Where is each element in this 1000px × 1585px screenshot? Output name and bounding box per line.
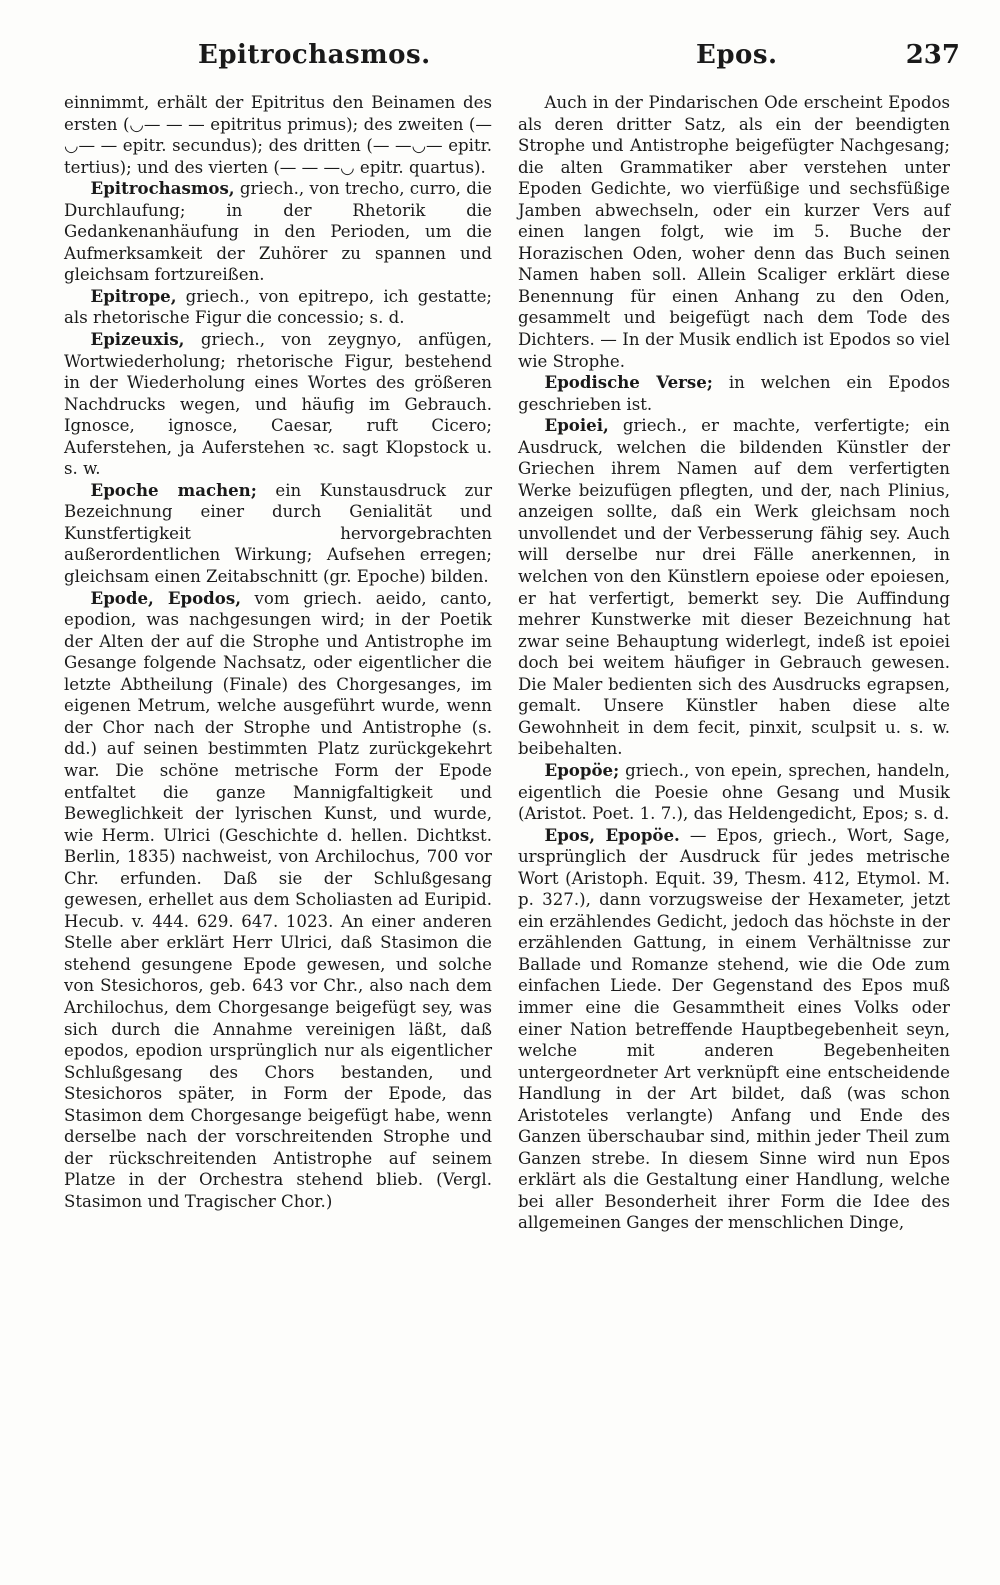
entry-epitrochasmos	[64, 178, 492, 286]
entry-text: — Epos, griech., Wort, Sage, ursprünglich der Ausdruck für jedes metrische Wort (Aristoph. Equit. 39, Thesm. 412, Etymol. M. p. 327.), dann vorzugsweise der Hexameter, jetzt ein erzählendes Gedicht, jedoch das höchste in der erzählenden Gattung, in einem Verhältnisse zur Ballade und Romanze stehend, wie die Ode zum einfachen Liede. Der Gegenstand des Epos muß immer eine die Gesammtheit eines Volks oder einer Nation betreffende Hauptbegebenheit seyn, welche mit anderen Begebenheiten untergeordneter Art verknüpft eine entscheidende Handlung in der Art bildet, daß (was schon Aristoteles verlangte) Anfang und Ende des Ganzen überschaubar sind, mithin jeder Theil zum Ganzen strebe. In diesem Sinne wird nun Epos erklärt als die Gestaltung einer Handlung, welche bei aller Besonderheit ihrer Form die Idee des allgemeinen Ganges der menschlichen Dinge,	[518, 825, 950, 1233]
entry-headword: Epode, Epodos,	[90, 587, 241, 608]
entry-headword: Epodische Verse;	[544, 372, 713, 393]
entry-epodische-verse	[518, 372, 950, 415]
entry-headword: Epoiei,	[544, 415, 609, 436]
entry-text: griech., von trecho, curro, die Durchlaufung; in der Rhetorik die Gedankenanhäufung in den Perioden, um die Aufmerksamkeit der Zuhörer zu spannen und gleichsam fortzureißen.	[64, 179, 492, 285]
entry-epos	[518, 825, 950, 1234]
entry-headword: Epitrope,	[90, 285, 177, 306]
header-left-title: Epitrochasmos.	[198, 40, 431, 70]
running-header	[60, 40, 960, 80]
entry-epitrope	[64, 286, 492, 329]
entry-epoiei	[518, 415, 950, 760]
entry-text: griech., er machte, verfertigte; ein Ausdruck, welchen die bildenden Künstler der Griechen ihrem Namen auf dem verfertigten Werke beizufügen pflegten, und der, nach Plinius, anzeigen sollte, daß ein Werk gleichsam noch unvollendet und der Verbesserung fähig sey. Auch will derselbe nur drei Fälle anerkennen, in welchen von den Künstlern epoiese oder epoiesen, er hat verfertigt, bemerkt sey. Die Auffindung mehrer Kunstwerke mit dieser Bezeichnung hat zwar seine Behauptung widerlegt, indeß ist epoiei doch bei weitem häufiger in Gebrauch gewesen. Die Maler bedienten sich des Ausdrucks egrapsen, gemalt. Unsere Künstler haben diese alte Gewohnheit in dem fecit, pinxit, sculpsit u. s. w. beibehalten.	[518, 416, 950, 759]
right-column	[518, 92, 950, 1234]
entry-text: griech., von epein, sprechen, handeln, eigentlich die Poesie ohne Gesang und Musik (Aristot. Poet. 1. 7.), das Heldengedicht, Epos; s. d.	[518, 760, 950, 824]
entry-headword: Epitrochasmos,	[90, 178, 235, 199]
entry-text: in welchen ein Epodos geschrieben ist.	[518, 373, 950, 414]
entry-text: Auch in der Pindarischen Ode erscheint Epodos als deren dritter Satz, als ein der beendigten Strophe und Antistrophe beigefügter Nachgesang; die alten Grammatiker aber verstehen unter Epoden Gedichte, wo vierfüßige und sechsfüßige Jamben abwechseln, oder ein kurzer Vers auf einen langen folgt, wie im 5. Buche der Horazischen Oden, woher denn das Buch seinen Namen haben soll. Allein Scaliger erklärt diese Benennung für einen Anhang zu den Oden, gesammelt und beigefügt nach dem Tode des Dichters. — In der Musik endlich ist Epodos so viel wie Strophe.	[518, 93, 950, 371]
entry-epode-continuation	[518, 92, 950, 372]
entry-headword: Epizeuxis,	[90, 329, 185, 350]
entry-text: einnimmt, erhält der Epitritus den Beinamen des ersten (◡— — — epitritus primus); des zweiten (—◡— — epitr. secundus); des dritten (— —◡— epitr. tertius); und des vierten (— — —◡ epitr. quartus).	[64, 93, 492, 177]
entry-headword: Epos, Epopöe.	[544, 824, 680, 845]
entry-text: ein Kunstausdruck zur Bezeichnung einer durch Genialität und Kunstfertigkeit hervorgebrachten außerordentlichen Wirkung; Aufsehen erregen; gleichsam einen Zeitabschnitt (gr. Epoche) bilden.	[64, 480, 492, 587]
entry-text: griech., von zeygnyo, anfügen, Wortwiederholung; rhetorische Figur, bestehend in der Wiederholung eines Wortes des größeren Nachdrucks wegen, und häufig im Gebrauch. Ignosce, ignosce, Caesar, ruft Cicero; Auferstehen, ja Auferstehen ꝛc. sagt Klopstock u. s. w.	[64, 330, 492, 479]
entry-headword: Epopöe;	[544, 759, 620, 780]
entry-text: vom griech. aeido, canto, epodion, was nachgesungen wird; in der Poetik der Alten der auf die Strophe und Antistrophe im Gesange folgende Nachsatz, oder eigentlicher die letzte Abtheilung (Finale) des Chorgesanges, im eigenen Metrum, welche ausgeführt wurde, wenn der Chor nach der Strophe und Antistrophe (s. dd.) auf seinen bestimmten Platz zurückgekehrt war. Die schöne metrische Form der Epode entfaltet die ganze Mannigfaltigkeit und Beweglichkeit der lyrischen Kunst, und wurde, wie Herm. Ulrici (Geschichte d. hellen. Dichtkst. Berlin, 1835) nachweist, von Archilochus, 700 vor Chr. erfunden. Daß sie der Schlußgesang gewesen, erhellet aus dem Scholiasten ad Euripid. Hecub. v. 444. 629. 647. 1023. An einer anderen Stelle aber erklärt Herr Ulrici, daß Stasimon die stehend gesungene Epode gewesen, und solche von Stesichoros, geb. 643 vor Chr., also nach dem Archilochus, dem Chorgesange beigefügt sey, was sich durch die Annahme vereinigen läßt, daß epodos, epodion ursprünglich nur als eigentlicher Schlußgesang des Chors bestanden, und Stesichoros später, in Form der Epode, das Stasimon dem Chorgesange beigefügt habe, wenn derselbe nach der vorschreitenden Strophe und der rückschreitenden Antistrophe auf seinem Platze in der Orchestra stehend blieb. (Vergl. Stasimon und Tragischer Chor.)	[64, 588, 492, 1211]
left-column	[64, 92, 492, 1212]
entry-epode	[64, 588, 492, 1213]
header-center-title: Epos.	[696, 40, 778, 70]
entry-epopoee	[518, 760, 950, 825]
entry-epizeuxis	[64, 329, 492, 480]
entry-headword: Epoche machen;	[90, 479, 257, 500]
page-number: 237	[905, 40, 960, 70]
entry-epoche-machen	[64, 480, 492, 588]
entry-text: griech., von epitrepo, ich gestatte; als rhetorische Figur die concessio; s. d.	[64, 286, 492, 328]
entry-epitritus-continuation	[64, 92, 492, 178]
